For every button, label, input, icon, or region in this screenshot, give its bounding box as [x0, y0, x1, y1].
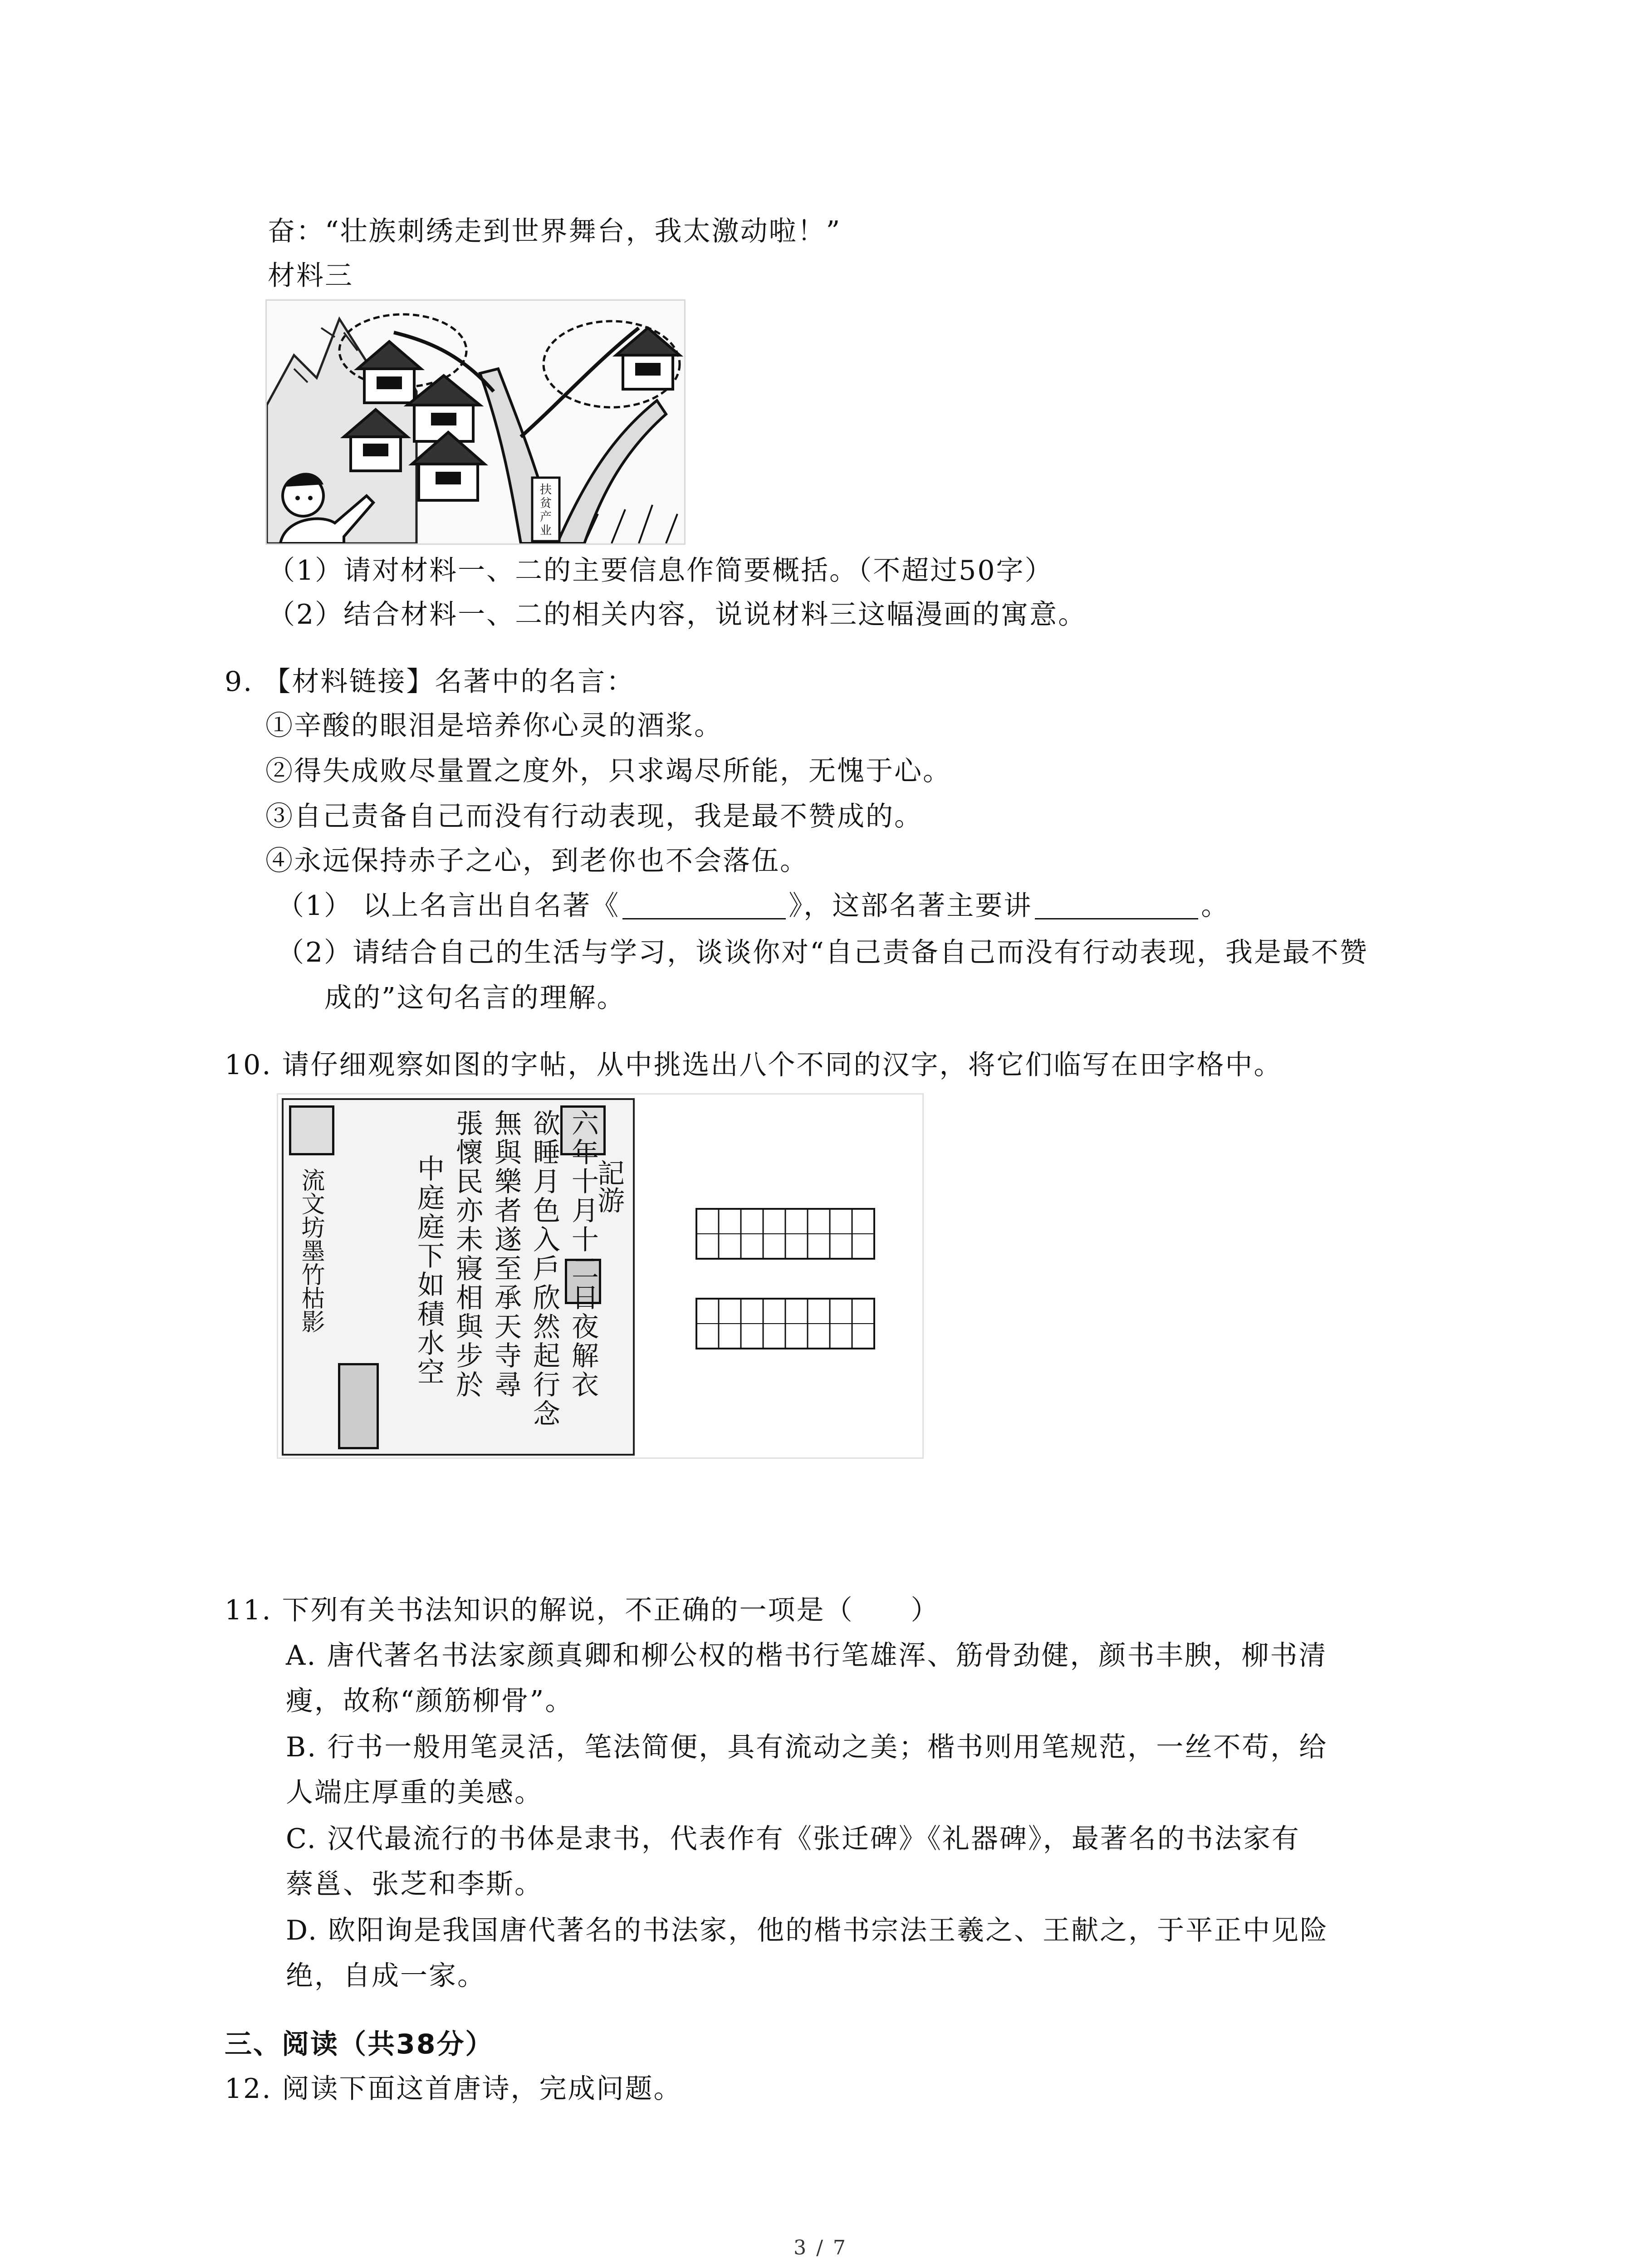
- svg-text:贫: 贫: [539, 497, 552, 510]
- text-line: 奋：“壮族刺绣走到世界舞台，我太激动啦！”: [268, 215, 842, 247]
- option-d-cont: 绝，自成一家。: [286, 1960, 486, 1992]
- book-content-blank[interactable]: [1035, 892, 1198, 919]
- calligraphy-column: 記游: [593, 1159, 625, 1213]
- cartoon-illustration: [267, 301, 684, 543]
- question-9-stem: 9. 【材料链接】名著中的名言：: [225, 666, 635, 698]
- svg-text:产: 产: [539, 510, 552, 524]
- material-three-heading: 材料三: [268, 260, 353, 292]
- calligraphy-side-inscription: 流文坊墨竹枯影: [297, 1168, 324, 1333]
- question-8-part-1: （1）请对材料一、二的主要信息作简要概括。（不超过50字）: [268, 555, 1053, 587]
- question-10-stem: 10. 请仔细观察如图的字帖，从中挑选出八个不同的汉字，将它们临写在田字格中。: [225, 1049, 1283, 1081]
- quote-1: ①辛酸的眼泪是培养你心灵的酒浆。: [265, 710, 723, 742]
- calligraphy-column: 無與樂者遂至承天寺尋: [490, 1109, 522, 1399]
- question-9-part-2-cont: 成的”这句名言的理解。: [324, 982, 626, 1014]
- calligraphy-column: 張懷民亦未寢相與步於: [451, 1109, 483, 1399]
- option-a-cont: 瘦，故称“颜筋柳骨”。: [286, 1685, 574, 1717]
- q9p1-middle: 》，这部名著主要讲: [789, 890, 1033, 922]
- question-12-stem: 12. 阅读下面这首唐诗，完成问题。: [225, 2073, 682, 2105]
- cartoon-figure: [265, 299, 686, 545]
- quote-2: ②得失成败尽量置之度外，只求竭尽所能，无愧于心。: [265, 755, 951, 787]
- calligraphy-column: 中庭庭下如積水空: [413, 1154, 445, 1387]
- svg-text:业: 业: [539, 524, 552, 538]
- question-9-part-1: [277, 890, 1230, 922]
- seal-mark: [338, 1363, 379, 1449]
- seal-mark: [289, 1105, 334, 1155]
- svg-text:扶: 扶: [539, 483, 552, 497]
- question-9-part-2: （2）请结合自己的生活与学习，谈谈你对“自己责备自己而没有行动表现，我是最不赞: [277, 937, 1368, 968]
- calligraphy-column: 六年十月十二日夜解衣: [567, 1109, 599, 1399]
- question-8-part-2: （2）结合材料一、二的相关内容，说说材料三这幅漫画的寓意。: [268, 599, 1087, 631]
- copybook-image: [282, 1098, 635, 1456]
- option-b: B. 行书一般用笔灵活，笔法简便，具有流动之美；楷书则用笔规范，一丝不苟，给: [286, 1731, 1328, 1763]
- q9p1-prefix: （1） 以上名言出自名著《: [277, 890, 620, 922]
- calligraphy-column: 欲睡月色入戶欣然起行念: [529, 1109, 560, 1428]
- option-c: C. 汉代最流行的书体是隶书，代表作有《张迁碑》《礼器碑》，最著名的书法家有: [286, 1823, 1300, 1855]
- option-a: A. 唐代著名书法家颜真卿和柳公权的楷书行笔雄浑、筋骨劲健，颜书丰腴，柳书清: [286, 1640, 1327, 1672]
- q9p1-suffix: 。: [1201, 890, 1230, 922]
- option-d: D. 欧阳询是我国唐代著名的书法家，他的楷书宗法王羲之、王献之，于平正中见险: [286, 1915, 1329, 1946]
- option-b-cont: 人端庄厚重的美感。: [286, 1777, 543, 1809]
- page-number: 3 / 7: [794, 2236, 847, 2259]
- tianzige-grid[interactable]: [696, 1208, 877, 1367]
- option-c-cont: 蔡邕、张芝和李斯。: [286, 1868, 543, 1900]
- section-heading-reading: 三、阅读（共38分）: [225, 2028, 494, 2060]
- quote-3: ③自己责备自己而没有行动表现，我是最不赞成的。: [265, 801, 923, 832]
- book-title-blank[interactable]: [622, 892, 786, 919]
- calligraphy-figure: [277, 1093, 924, 1459]
- question-11-stem: 11. 下列有关书法知识的解说，不正确的一项是（ ）: [225, 1594, 940, 1626]
- quote-4: ④永远保持赤子之心，到老你也不会落伍。: [265, 845, 808, 877]
